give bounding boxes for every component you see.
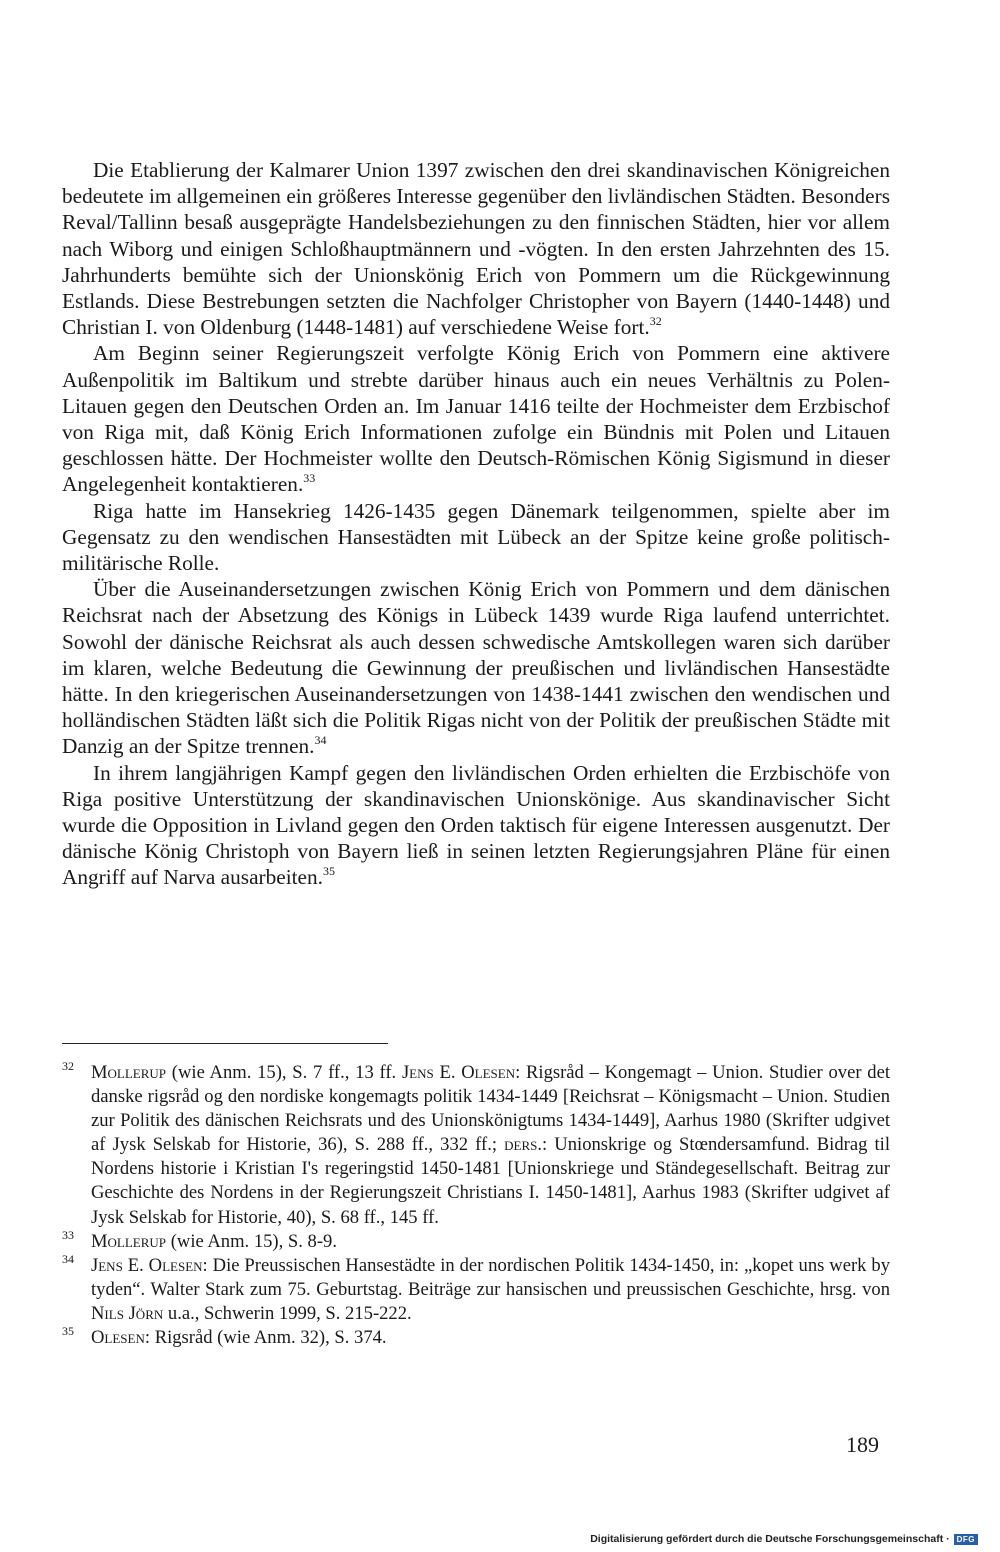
footnote-segment: u.a., Schwerin 1999, S. 215-222. xyxy=(163,1302,412,1324)
footnote-segment: (wie Anm. 15), S. 7 ff., 13 ff. xyxy=(166,1062,402,1083)
author-name: Jens E. Olesen xyxy=(91,1254,203,1276)
footnote-text xyxy=(91,1231,337,1252)
footnote-number: 33 xyxy=(62,1227,74,1242)
footnote xyxy=(62,1061,890,1230)
author-name: ders. xyxy=(504,1134,543,1156)
footnote-number: 35 xyxy=(62,1324,74,1339)
paragraph-text: Über die Auseinandersetzungen zwischen König Erich von Pommern und dem dänischen Reichsrat nach der Absetzung des Königs in Lübeck 1439 wurde Riga laufend unterrichtet. Sowohl der dänische Reichsrat als auch dessen schwedische Amtskollegen waren sich darüber im klaren, welche Bedeutung die Gewinnung der preußischen und livländischen Hansestädte hätte. In den kriegerischen Auseinandersetzungen von 1438-1441 zwischen den wendischen und holländischen Städten läßt sich die Politik Rigas nicht von der Politik der preußischen Städte mit Danzig an der Spitze trennen. xyxy=(62,577,890,759)
author-name: Mollerup xyxy=(91,1062,167,1083)
footnote-number: 32 xyxy=(62,1059,74,1073)
paragraph xyxy=(62,498,890,577)
author-name: Mollerup xyxy=(91,1230,167,1252)
footnote-reference: 34 xyxy=(314,733,327,748)
funding-note xyxy=(590,1533,978,1545)
footnote-segment: : Rigsråd – Kongemagt – Union. Studier over det danske rigsråd og den nordiske kongemagts politik 1434-1449 [Reichsrat – Königsmacht – Union. Studien zur Politik des dänischen Reichsrats und des Unionskönigtums 1434-1449], Aarhus 1980 (Skrifter udgivet af Jysk Selskab for Historie, 36), S. 288 ff., 332 ff.; xyxy=(91,1062,890,1156)
footnote-segment: : Die Preussischen Hansestädte in der nordischen Politik 1434-1450, in: „kopet uns werk by tyden“. Walter Stark zum 75. Geburtstag. Beiträge zur hansischen und preussischen Geschichte, hrsg. von xyxy=(91,1254,890,1300)
footnote-reference: 32 xyxy=(649,314,662,329)
footnote xyxy=(62,1326,890,1350)
paragraph-text: Am Beginn seiner Regierungszeit verfolgte König Erich von Pommern eine aktivere Außenpolitik im Baltikum und strebte darüber hinaus auch ein neues Verhältnis zu Polen-Litauen gegen den Deutschen Orden an. Im Januar 1416 teilte der Hochmeister dem Erzbischof von Riga mit, daß König Erich Informationen zufolge ein Bündnis mit Polen und Litauen geschlossen hätte. Der Hochmeister wollte den Deutsch-Römischen König Sigismund in dieser Angelegenheit kontaktieren. xyxy=(62,341,890,497)
page-number: 189 xyxy=(846,1432,879,1457)
author-name: Olesen xyxy=(91,1327,145,1349)
dfg-logo: DFG xyxy=(954,1534,978,1545)
author-name: Nils Jörn xyxy=(91,1302,164,1324)
footnote-segment: : Rigsråd (wie Anm. 32), S. 374. xyxy=(144,1327,387,1349)
paragraph-text: Die Etablierung der Kalmarer Union 1397 zwischen den drei skandinavischen Königreichen bedeutete im allgemeinen ein größeres Interesse gegenüber den livländischen Städten. Besonders Reval/Tallinn besaß ausgeprägte Handelsbeziehungen zu den finnischen Städten, hier vor allem nach Wiborg und einigen Schloßhauptmännern und -vögten. In den ersten Jahrzehnten des 15. Jahrhunderts bemühte sich der Unionskönig Erich von Pommern um die Rückgewinnung Estlands. Diese Bestrebungen setzten die Nachfolger Christopher von Bayern (1440-1448) und Christian I. von Oldenburg (1448-1481) auf verschiedene Weise fort. xyxy=(62,158,890,340)
author-name: Jens E. Olesen xyxy=(401,1062,516,1083)
paragraph xyxy=(62,760,890,891)
paragraph-text: Riga hatte im Hansekrieg 1426-1435 gegen Dänemark teilgenommen, spielte aber im Gegensatz zu den wendischen Hansestädten mit Lübeck an der Spitze keine große politisch-militärische Rolle. xyxy=(62,498,890,576)
footnote-number: 34 xyxy=(62,1251,74,1266)
footnote-reference: 33 xyxy=(303,471,316,486)
footnote xyxy=(62,1251,890,1326)
footnote-segment: (wie Anm. 15), S. 8-9. xyxy=(166,1230,337,1252)
footnote-text xyxy=(91,1255,890,1324)
footnote-text xyxy=(91,1062,890,1228)
paragraph-text: In ihrem langjährigen Kampf gegen den livländischen Orden erhielten die Erzbischöfe von Riga positive Unterstützung der skandinavischen Unionskönige. Aus skandinavischer Sicht wurde die Opposition in Livland gegen den Orden taktisch für eigene Interessen ausgenutzt. Der dänische König Christoph von Bayern ließ in seinen letzten Regierungsjahren Pläne für einen Angriff auf Narva ausarbeiten. xyxy=(62,760,890,890)
main-body-text xyxy=(62,157,890,891)
footnote-reference: 35 xyxy=(322,864,335,879)
paragraph xyxy=(62,576,890,759)
footnote xyxy=(62,1227,890,1254)
footnote-separator xyxy=(62,1043,388,1044)
footnote-segment: : Unionskrige og Stœndersamfund. Bidrag til Nordens historie i Kristian I's regeringstid 1450-1481 [Unionskriege und Ständegesellschaft. Beitrag zur Geschichte des Nordens in der Regierungszeit Christians I. 1450-1481], Aarhus 1983 (Skrifter udgivet af Jysk Selskab for Historie, 40), S. 68 ff., 145 ff. xyxy=(91,1134,890,1228)
funding-note-text: Digitalisierung gefördert durch die Deutsche Forschungsgemeinschaft · xyxy=(590,1533,950,1545)
footnotes xyxy=(62,1061,890,1350)
footnote-text xyxy=(91,1327,387,1348)
paragraph xyxy=(62,340,890,497)
paragraph xyxy=(62,157,890,340)
